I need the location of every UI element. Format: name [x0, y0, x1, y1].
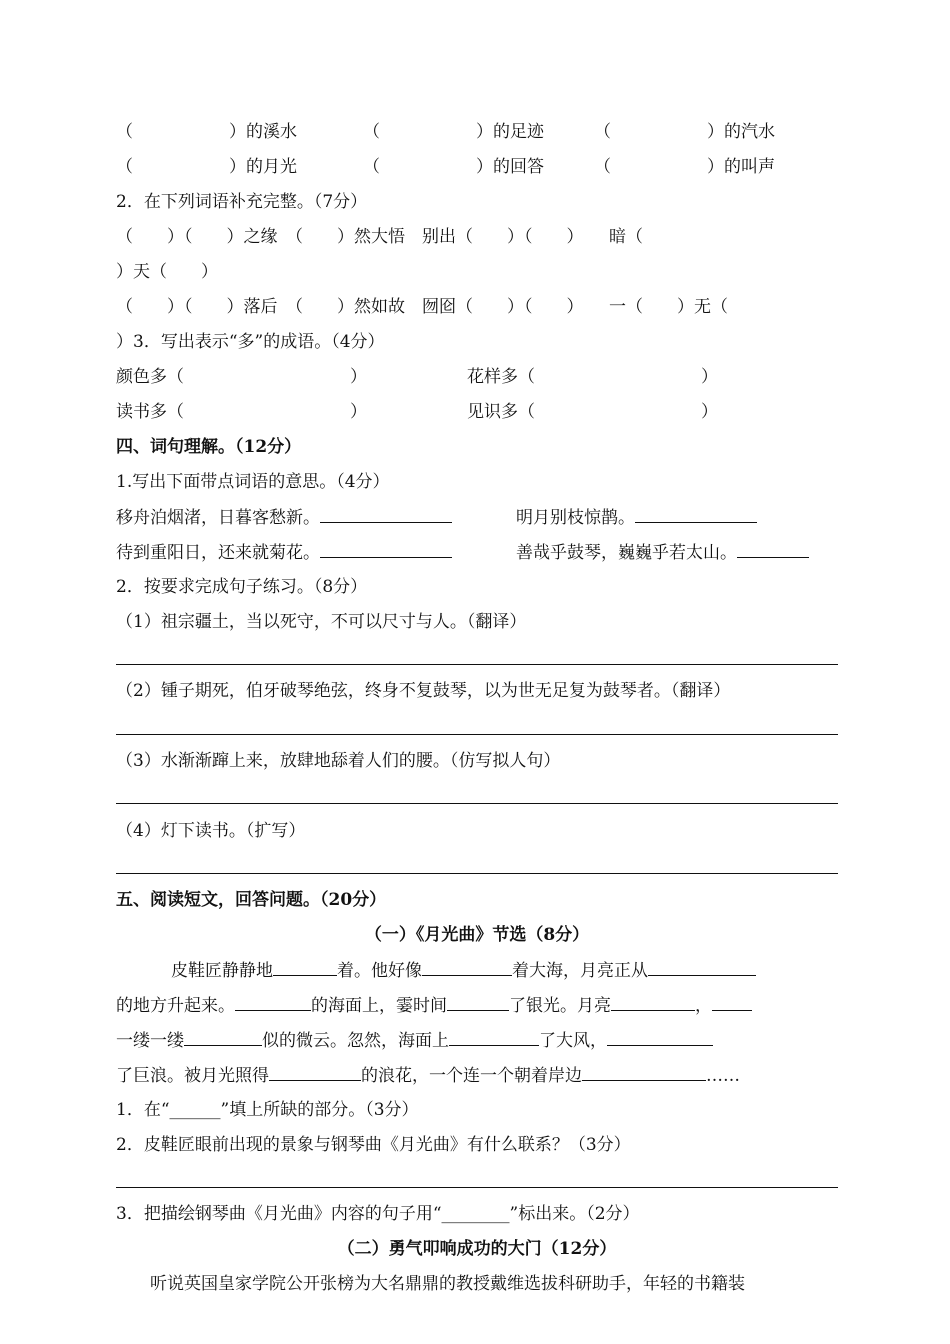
idiom-item: 见识多（ ） [467, 402, 718, 422]
answer-line [116, 1187, 838, 1188]
idiom-item: 花样多（ ） [467, 367, 718, 387]
s4-q2-title: 2．按要求完成句子练习。（8分） [116, 577, 368, 597]
answer-line [116, 873, 838, 874]
reading-2-title: （二）勇气叩响成功的大门（12分） [337, 1239, 617, 1259]
paren-row-1: （ ）的溪水 （ ）的足迹 （ ）的汽水 [116, 122, 775, 142]
sentence-item: （1）祖宗疆土，当以死守，不可以尺寸与人。（翻译） [116, 612, 527, 632]
passage-line: 皮鞋匠静静地 着。他好像 着大海，月亮正从 [116, 959, 756, 982]
reading-1-title: （一）《月光曲》节选（8分） [364, 925, 590, 945]
sentence-item: （2）锺子期死，伯牙破琴绝弦，终身不复鼓琴，以为世无足复为鼓琴者。（翻译） [116, 681, 731, 701]
idiom-item: 读书多（ ） [116, 402, 367, 422]
reading-q2: 2．皮鞋匠眼前出现的景象与钢琴曲《月光曲》有什么联系？（3分） [116, 1135, 631, 1155]
s4-q1-title: 1.写出下面带点词语的意思。（4分） [116, 472, 390, 492]
passage-line: 的地方升起来。 的海面上，霎时间 了银光。月亮 ， [116, 994, 752, 1017]
poem-line: 善哉乎鼓琴，巍巍乎若太山。 [516, 541, 809, 564]
poem-line: 待到重阳日，还来就菊花。 [116, 541, 452, 564]
poem-line: 移舟泊烟渚，日暮客愁新。 [116, 506, 452, 529]
q2-line4: ）3．写出表示“多”的成语。（4分） [116, 332, 385, 352]
section-5-title: 五、阅读短文，回答问题。（20分） [116, 890, 387, 910]
answer-line [116, 803, 838, 804]
q2-line1: （ ）（ ）之缘 （ ）然大悟 别出（ ）（ ） 暗（ [116, 227, 643, 247]
answer-line [116, 664, 838, 665]
idiom-item: 颜色多（ ） [116, 367, 367, 387]
passage-line: 听说英国皇家学院公开张榜为大名鼎鼎的教授戴维选拔科研助手，年轻的书籍装 [150, 1274, 745, 1294]
section-4-title: 四、词句理解。（12分） [116, 437, 302, 457]
passage-line: 了巨浪。被月光照得 的浪花，一个连一个朝着岸边 …… [116, 1066, 740, 1086]
passage-line: 一缕一缕 似的微云。忽然，海面上 了大风， [116, 1029, 713, 1052]
reading-q1: 1．在“______”填上所缺的部分。（3分） [116, 1100, 419, 1120]
q2-title: 2．在下列词语补充完整。（7分） [116, 192, 368, 212]
sentence-item: （4）灯下读书。（扩写） [116, 821, 306, 841]
q2-line2: ）天（ ） [116, 262, 218, 282]
paren-row-2: （ ）的月光 （ ）的回答 （ ）的叫声 [116, 157, 775, 177]
sentence-item: （3）水渐渐蹿上来，放肆地舔着人们的腰。（仿写拟人句） [116, 751, 561, 771]
poem-line: 明月别枝惊鹊。 [516, 506, 757, 529]
answer-line [116, 734, 838, 735]
reading-q3: 3．把描绘钢琴曲《月光曲》内容的句子用“________”标出来。（2分） [116, 1204, 640, 1224]
q2-line3: （ ）（ ）落后 （ ）然如故 囫囵（ ）（ ） 一（ ）无（ [116, 297, 728, 317]
